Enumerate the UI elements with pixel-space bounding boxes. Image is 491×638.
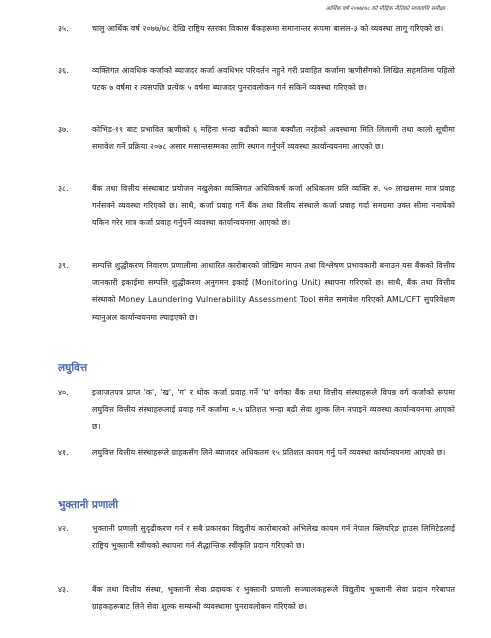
item-text: भुक्तानी प्रणाली सुदृढीकरण गर्न र सबै प्रकारका विद्युतीय कारोबारको अभिलेख कायम गर्न नेपाल क्लियरिङ हाउस लिमिटेडलाई राष्ट्रिय भुक्तानी स्वीचको स्थापना गर्न सैद्धान्तिक स्वीकृति प्रदान गरिएको छ। [92,524,455,551]
item-number: ३६. [58,66,69,75]
item-number: ४०. [58,388,69,397]
list-item [58,180,455,232]
list-item [58,20,455,37]
list-item [58,444,455,461]
item-text: कोभिड-१९ बाट प्रभावित ऋणीको ६ महिना भन्दा बढीको ब्याज बक्यौता नरहेको अवस्थामा मिति लिलामी तथा कालो सूचीमा समावेश गर्ने प्रक्रिया २०७८ असार मसान्तसम्मका लागि स्थगन गर्नुपर्ने व्यवस्था कार्यान्वयनमा आएको छ। [92,125,455,152]
list-item [58,121,455,155]
item-text: बैंक तथा वित्तीय संस्था, भुक्तानी सेवा प्रदायक र भुक्तानी प्रणाली सञ्चालकहरूले विद्युतीय भुक्तानी सेवा प्रदान गरेबापत ग्राहकहरूबाट लिने सेवा शुल्क सम्बन्धी व्यवस्थामा पुनरावलोकन गरिएको छ। [92,585,455,612]
section-heading-payment: भुक्तानी प्रणाली [58,499,119,511]
item-text: बैंक तथा वित्तीय संस्थाबाट प्रयोजन नखुलेका व्यक्तिगत अधिविकर्ष कर्जा अधिकतम प्रति व्यक्ति रु. ५० लाखसम्म मात्र प्रवाह गर्नसक्ने व्यवस्था गरिएको छ। साथै, कर्जा प्रवाह गर्ने बैंक तथा वित्तीय संस्थाले कर्जा प्रवाह गर्दा समग्रमा उक्त सीमा ननाघेको यकिन गरेर मात्र कर्जा प्रवाह गर्नुपर्ने व्यवस्था कार्यान्वयनमा आएको छ। [92,184,455,228]
list-item [58,520,455,554]
running-head: आर्थिक वर्ष २०७७/७८ को मौद्रिक नीतिको मध्यावधि समीक्षा [325,6,445,12]
list-item [58,384,455,436]
list-item [58,581,455,615]
item-text: व्यक्तिगत आवधिक कर्जाको ब्याजदर कर्जा अवधिभर परिवर्तन नहुने गरी प्रवाहित कर्जामा ऋणीसँगको लिखित सहमतिमा पहिलो पटक ७ वर्षमा र त्यसपछि प्रत्येक ५ वर्षमा ब्याजदर पुनरावलोकन गर्न सकिने व्यवस्था गरिएको छ। [92,66,455,93]
item-number: ३९. [58,261,69,270]
item-number: ३५. [58,24,69,33]
item-text: सम्पत्ति शुद्धीकरण निवारण प्रणालीमा आधारित कारोबारको जोखिम मापन तथा विश्लेषण प्रभावकारी बनाउन यस बैंकको वित्तीय जानकारी इकाईमा सम्पत्ति शुद्धीकरण अनुगमन इकाई (Monitoring Unit) स्थापना गरिएको छ। साथै, बैंक तथा वित्तीय संस्थाको Money Laundering Vulnerability Assessment Tool समेत समावेश गरिएको AML/CFT सुपरिवेक्षण म्यानुअल कार्यान्वयनमा ल्याइएको छ। [92,261,455,322]
section-heading-microfinance: लघुवित्त [58,362,88,374]
item-number: ३७. [58,125,69,134]
item-number: ४३. [58,585,69,594]
item-number: ३८. [58,184,69,193]
item-text: चालु आर्थिक वर्ष २०७७/७८ देखि राष्ट्रिय स्तरका विकास बैंकहरूमा समानान्तर रूपमा बासल-३ को व्यवस्था लागू गरिएको छ। [92,24,444,33]
item-number: ४१. [58,448,69,457]
list-item [58,257,455,326]
item-text: लघुवित्त वित्तीय संस्थाहरूले ग्राहकसँग लिने ब्याजदर अधिकतम १५ प्रतिशत कायम गर्नु पर्ने व्यवस्था कार्यान्वयनमा आएको छ। [92,448,446,457]
item-text: इजाजतपत्र प्राप्त 'क', 'ख', 'ग' र थोक कर्जा प्रवाह गर्ने 'घ' वर्गका बैंक तथा वित्तीय संस्थाहरूले विपन्न वर्ग कर्जाको रूपमा लघुवित्त वित्तीय संस्थाहरूलाई प्रवाह गर्ने कर्जामा ०.५ प्रतिशत भन्दा बढी सेवा शुल्क लिन नपाइने व्यवस्था कार्यान्वयनमा आएको छ। [92,388,455,432]
item-number: ४२. [58,524,69,533]
list-item [58,62,455,96]
